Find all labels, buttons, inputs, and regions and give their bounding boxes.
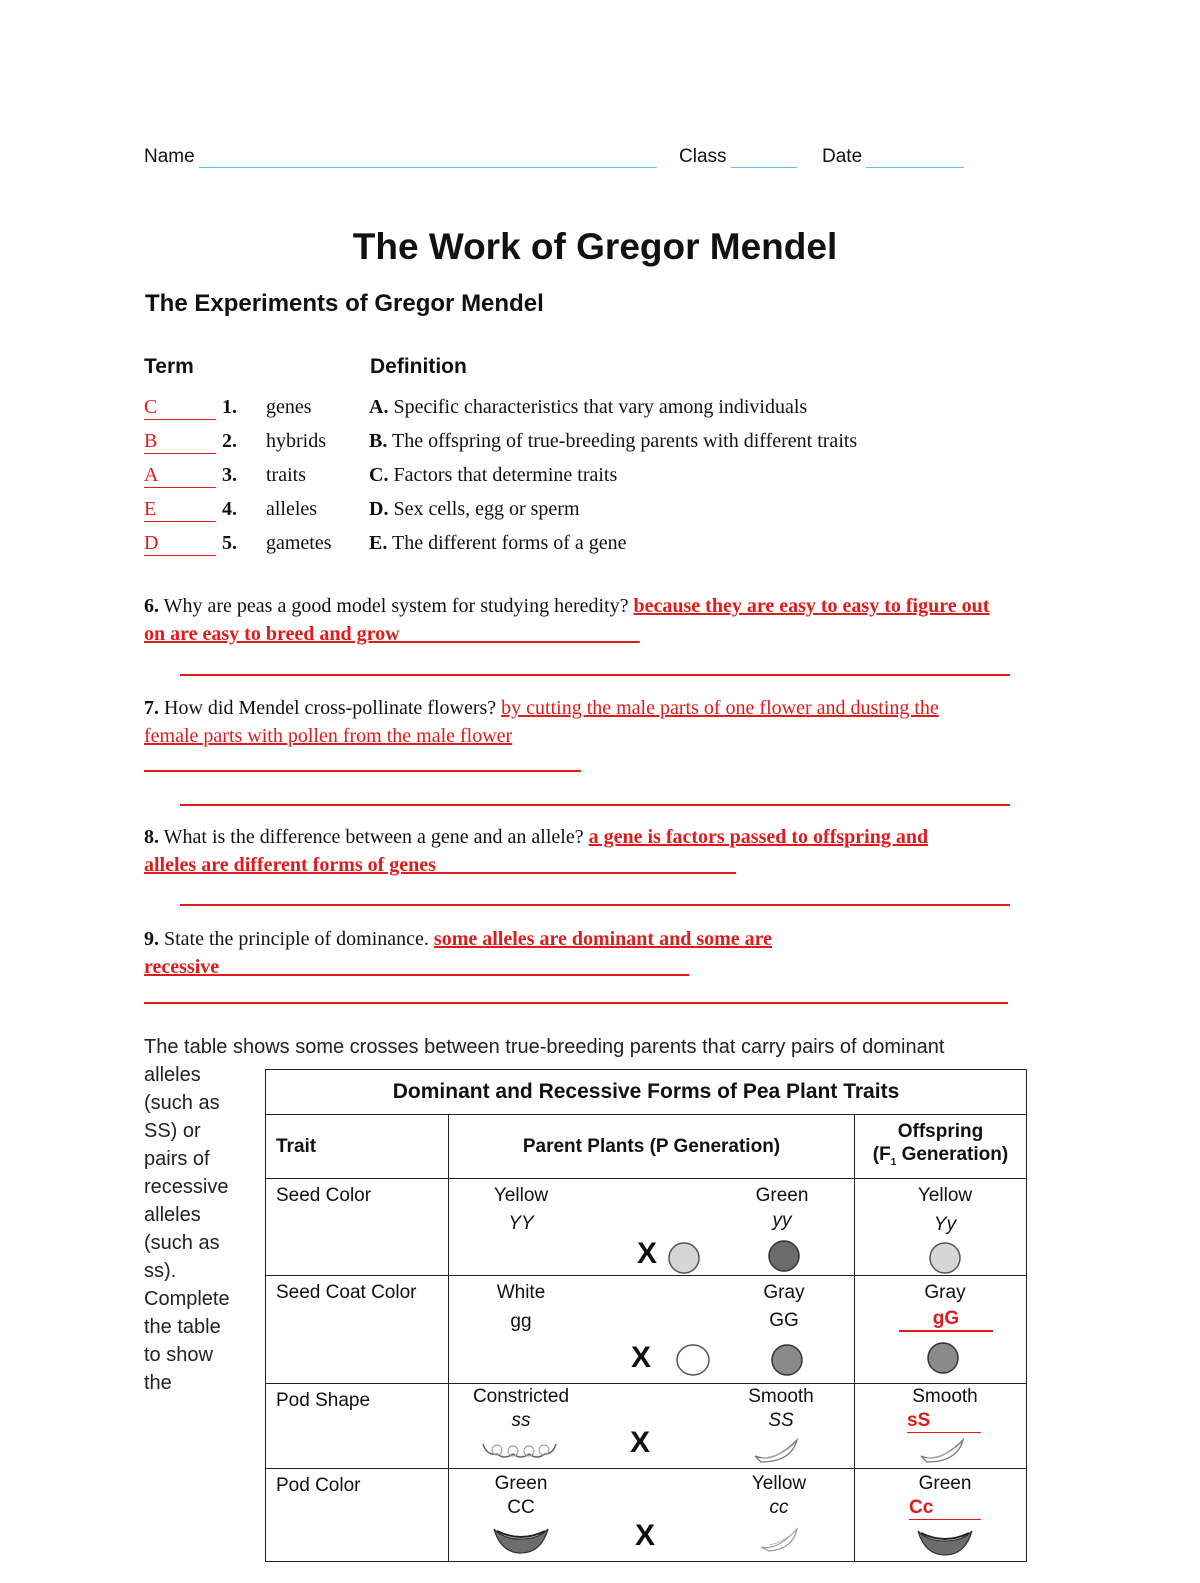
offspring-cell: [855, 1179, 1027, 1276]
table-intro-line: The table shows some crosses between true-breeding parents that carry pairs of dominant: [144, 1036, 945, 1058]
seed-coat-gray-icon: [769, 1342, 805, 1378]
answer-line[interactable]: [180, 674, 1010, 676]
answer-line[interactable]: [180, 904, 1010, 906]
pod-green-icon: [915, 1525, 975, 1559]
answer-line[interactable]: [144, 1002, 1008, 1004]
term-number: 4.: [222, 498, 237, 520]
parent1-label: Constricted: [472, 1386, 570, 1407]
parent2-label: Green: [755, 1185, 809, 1206]
offspring-cell: [855, 1276, 1027, 1384]
class-blank[interactable]: [731, 149, 797, 168]
term: traits: [266, 464, 306, 486]
term: alleles: [266, 498, 318, 520]
answer-blank[interactable]: E: [144, 498, 216, 522]
cross-symbol: X: [637, 1237, 658, 1270]
parent1-genotype: gg: [510, 1311, 532, 1332]
answer-line[interactable]: [180, 804, 1010, 806]
parent2-genotype: yy: [772, 1210, 792, 1231]
answer-6[interactable]: because they are easy to easy to figure out on are easy to breed and grow: [144, 595, 990, 645]
term-number: 1.: [222, 396, 237, 418]
parent1-label: Green: [494, 1473, 548, 1494]
parents-cell: [449, 1469, 855, 1562]
class-field[interactable]: [679, 146, 797, 168]
trait-cell: Seed Coat Color: [266, 1276, 449, 1384]
table-caption: Dominant and Recessive Forms of Pea Plant Traits: [266, 1070, 1027, 1115]
pea-traits-table: [265, 1069, 1027, 1562]
parent2-label: Gray: [763, 1282, 805, 1303]
parents-cell: [449, 1276, 855, 1384]
seed-coat-gray-icon: [925, 1340, 961, 1376]
offspring-label: Green: [918, 1473, 972, 1494]
cross-symbol: X: [631, 1341, 652, 1374]
pea-yellow-icon: [666, 1241, 702, 1277]
question-9: 9. State the principle of dominance. some alleles are dominant and some are recessive_______________________________________________: [144, 928, 773, 978]
offspring-label: Gray: [924, 1282, 966, 1303]
name-field[interactable]: [144, 146, 657, 168]
class-label: Class: [679, 146, 727, 167]
parent1-genotype: CC: [507, 1497, 535, 1518]
pea-yellow-icon: [927, 1241, 963, 1277]
question-7: 7. How did Mendel cross-pollinate flowers? by cutting the male parts of one flower and dusting the female parts with pollen from the male flower: [144, 697, 939, 747]
parent2-label: Yellow: [751, 1473, 807, 1494]
answer-9[interactable]: some alleles are dominant and some are recessive: [144, 928, 773, 978]
cross-symbol: X: [630, 1426, 651, 1459]
parent1-label: White: [496, 1282, 546, 1303]
answer-blank[interactable]: B: [144, 430, 216, 454]
term-number: 3.: [222, 464, 237, 486]
offspring-cell: [855, 1384, 1027, 1469]
section-title: The Experiments of Gregor Mendel: [145, 290, 544, 317]
trait-cell: Pod Shape: [266, 1384, 449, 1469]
definition: C. Factors that determine traits: [369, 464, 618, 486]
offspring-label: Yellow: [917, 1185, 973, 1206]
pod-green-icon: [491, 1523, 551, 1557]
parent2-label: Smooth: [748, 1386, 814, 1407]
parent2-genotype: SS: [768, 1410, 794, 1431]
pod-smooth-icon: [917, 1434, 969, 1466]
date-label: Date: [822, 146, 863, 167]
offspring-answer[interactable]: sS: [907, 1410, 981, 1433]
question-8: 8. What is the difference between a gene and an allele? a gene is factors passed to offspring and alleles are different forms of genes______________________________: [144, 826, 929, 876]
date-field[interactable]: [822, 146, 964, 168]
parent2-genotype: GG: [769, 1310, 799, 1331]
term: gametes: [266, 532, 332, 554]
parent1-genotype: YY: [508, 1213, 534, 1234]
answer-8[interactable]: a gene is factors passed to offspring and alleles are different forms of genes: [144, 826, 929, 876]
page-title: The Work of Gregor Mendel: [352, 226, 838, 267]
pod-smooth-icon: [751, 1434, 803, 1466]
term: genes: [266, 396, 312, 418]
cross-symbol: X: [635, 1519, 656, 1552]
term-number: 5.: [222, 532, 237, 554]
definition: B. The offspring of true-breeding parents with different traits: [369, 430, 858, 452]
answer-blank[interactable]: D: [144, 532, 216, 556]
table-intro-wrap: alleles (such as SS) or pairs of recessive alleles (such as ss). Complete the table to show the: [144, 1064, 230, 1394]
parents-cell: [449, 1384, 855, 1469]
name-blank[interactable]: [199, 149, 657, 168]
pod-yellow-icon: [757, 1523, 801, 1553]
offspring-answer[interactable]: Cc: [909, 1497, 981, 1520]
name-label: Name: [144, 146, 195, 167]
offspring-genotype: Yy: [933, 1214, 957, 1235]
definition-heading: Definition: [370, 355, 467, 378]
parents-cell: [449, 1179, 855, 1276]
seed-coat-white-icon: [674, 1342, 712, 1378]
header-offspring: Offspring ($F_1$ Generation): [855, 1115, 1027, 1179]
answer-blank[interactable]: A: [144, 464, 216, 488]
header-parents: Parent Plants (P Generation): [449, 1115, 855, 1179]
term-number: 2.: [222, 430, 237, 452]
pod-constricted-icon: [479, 1434, 559, 1464]
definition: E. The different forms of a gene: [369, 532, 627, 554]
offspring-label: Smooth: [912, 1386, 978, 1407]
question-6: 6. Why are peas a good model system for studying heredity? because they are easy to easy to figure out on are easy to breed and grow________________________: [144, 595, 990, 645]
answer-7[interactable]: by cutting the male parts of one flower and dusting the female parts with pollen from the male flower: [144, 697, 939, 747]
parent1-label: Yellow: [493, 1185, 549, 1206]
definition: D. Sex cells, egg or sperm: [369, 498, 580, 520]
answer-line[interactable]: [144, 770, 581, 772]
date-blank[interactable]: [866, 149, 964, 168]
pea-green-icon: [766, 1239, 802, 1275]
parent1-genotype: ss: [511, 1410, 531, 1431]
answer-blank[interactable]: C: [144, 396, 216, 420]
definition: A. Specific characteristics that vary among individuals: [369, 396, 808, 418]
parent2-genotype: cc: [769, 1497, 789, 1518]
trait-cell: Seed Color: [266, 1179, 449, 1276]
trait-cell: Pod Color: [266, 1469, 449, 1562]
term: hybrids: [266, 430, 326, 452]
offspring-answer[interactable]: gG: [899, 1308, 993, 1332]
term-heading: Term: [144, 355, 194, 378]
header-trait: Trait: [266, 1115, 449, 1179]
offspring-cell: [855, 1469, 1027, 1562]
